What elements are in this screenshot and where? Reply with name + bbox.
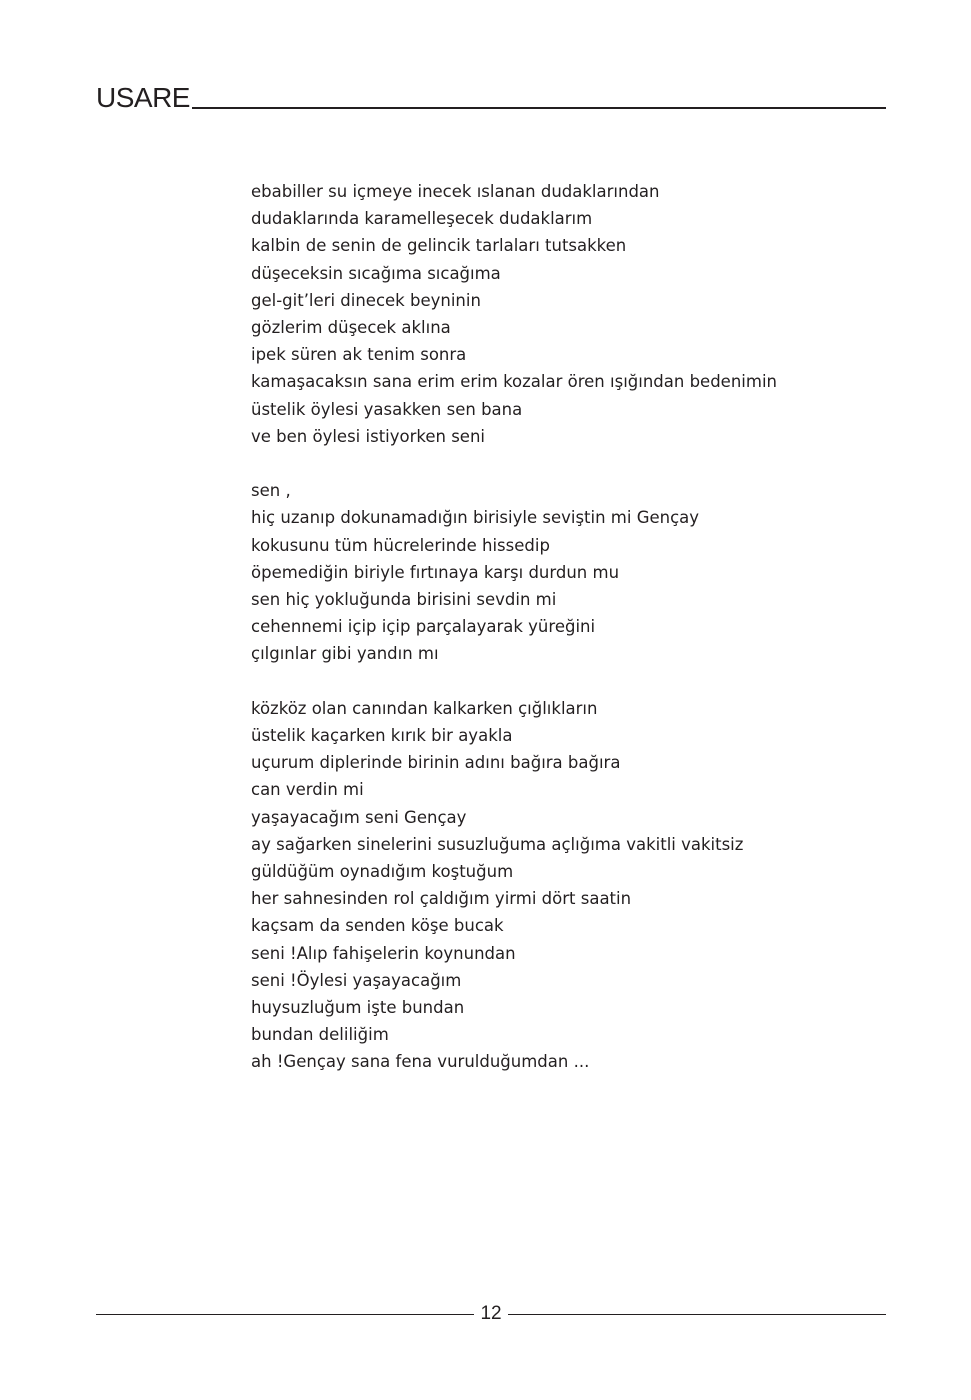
poem-line: ipek süren ak tenim sonra [251, 345, 467, 365]
stanza-2 [251, 477, 891, 667]
poem-line: üstelik öylesi yasakken sen bana [251, 399, 523, 419]
header-rule [192, 107, 886, 109]
poem-line: ah !Gençay sana fena vurulduğumdan ... [251, 1052, 590, 1072]
footer-rule-left [96, 1314, 474, 1315]
page-footer [96, 1302, 886, 1326]
poem-line: ebabiller su içmeye inecek ıslanan dudaklarından [251, 182, 660, 201]
poem-line: öpemediğin biriyle fırtınaya karşı durdun mu [251, 562, 620, 582]
running-header [96, 80, 886, 112]
poem-line: kokusunu tüm hücrelerinde hissedip [251, 535, 550, 555]
poem-line: her sahnesinden rol çaldığım yirmi dört saatin [251, 889, 632, 909]
poem-line: can verdin mi [251, 780, 364, 800]
poem-line: ay sağarken sinelerini susuzluğuma açlığıma vakitli vakitsiz [251, 834, 744, 854]
poem-line: sen hiç yokluğunda birisini sevdin mi [251, 590, 557, 610]
poem-body [251, 178, 891, 1076]
footer-rule-right [508, 1314, 886, 1315]
poem-line: seni !Alıp fahişelerin koynundan [251, 943, 516, 963]
stanza-1 [251, 178, 891, 450]
poem-line: güldüğüm oynadığım koştuğum [251, 862, 514, 882]
poem-line: çılgınlar gibi yandın mı [251, 644, 439, 664]
poem-line: sen , [251, 481, 291, 501]
poem-line: dudaklarında karamelleşecek dudaklarım [251, 209, 593, 229]
poem-line: gözlerim düşecek aklına [251, 318, 451, 338]
poem-line: huysuzluğum işte bundan [251, 998, 465, 1018]
poem-line: uçurum diplerinde birinin adını bağıra bağıra [251, 753, 621, 773]
poem-line: gel-git’leri dinecek beyninin [251, 290, 481, 310]
poem-line: ve ben öylesi istiyorken seni [251, 426, 485, 446]
poem-line: közköz olan canından kalkarken çığlıkların [251, 698, 598, 718]
page-number: 12 [480, 1303, 502, 1324]
book-title: USARE [96, 82, 190, 113]
poem-line: seni !Öylesi yaşayacağım [251, 970, 462, 990]
poem-line: kamaşacaksın sana erim erim kozalar ören ışığından bedenimin [251, 372, 777, 392]
poem-line: bundan deliliğim [251, 1025, 389, 1045]
poem-line: cehennemi içip içip parçalayarak yüreğini [251, 617, 596, 637]
poem-line: kaçsam da senden köşe bucak [251, 916, 504, 936]
poem-line: üstelik kaçarken kırık bir ayakla [251, 726, 513, 746]
poem-line: kalbin de senin de gelincik tarlaları tutsakken [251, 236, 627, 256]
poem-line: yaşayacağım seni Gençay [251, 807, 467, 827]
poem-line: düşeceksin sıcağıma sıcağıma [251, 263, 501, 283]
poem-line: hiç uzanıp dokunamadığın birisiyle seviştin mi Gençay [251, 508, 700, 528]
stanza-3 [251, 695, 891, 1076]
